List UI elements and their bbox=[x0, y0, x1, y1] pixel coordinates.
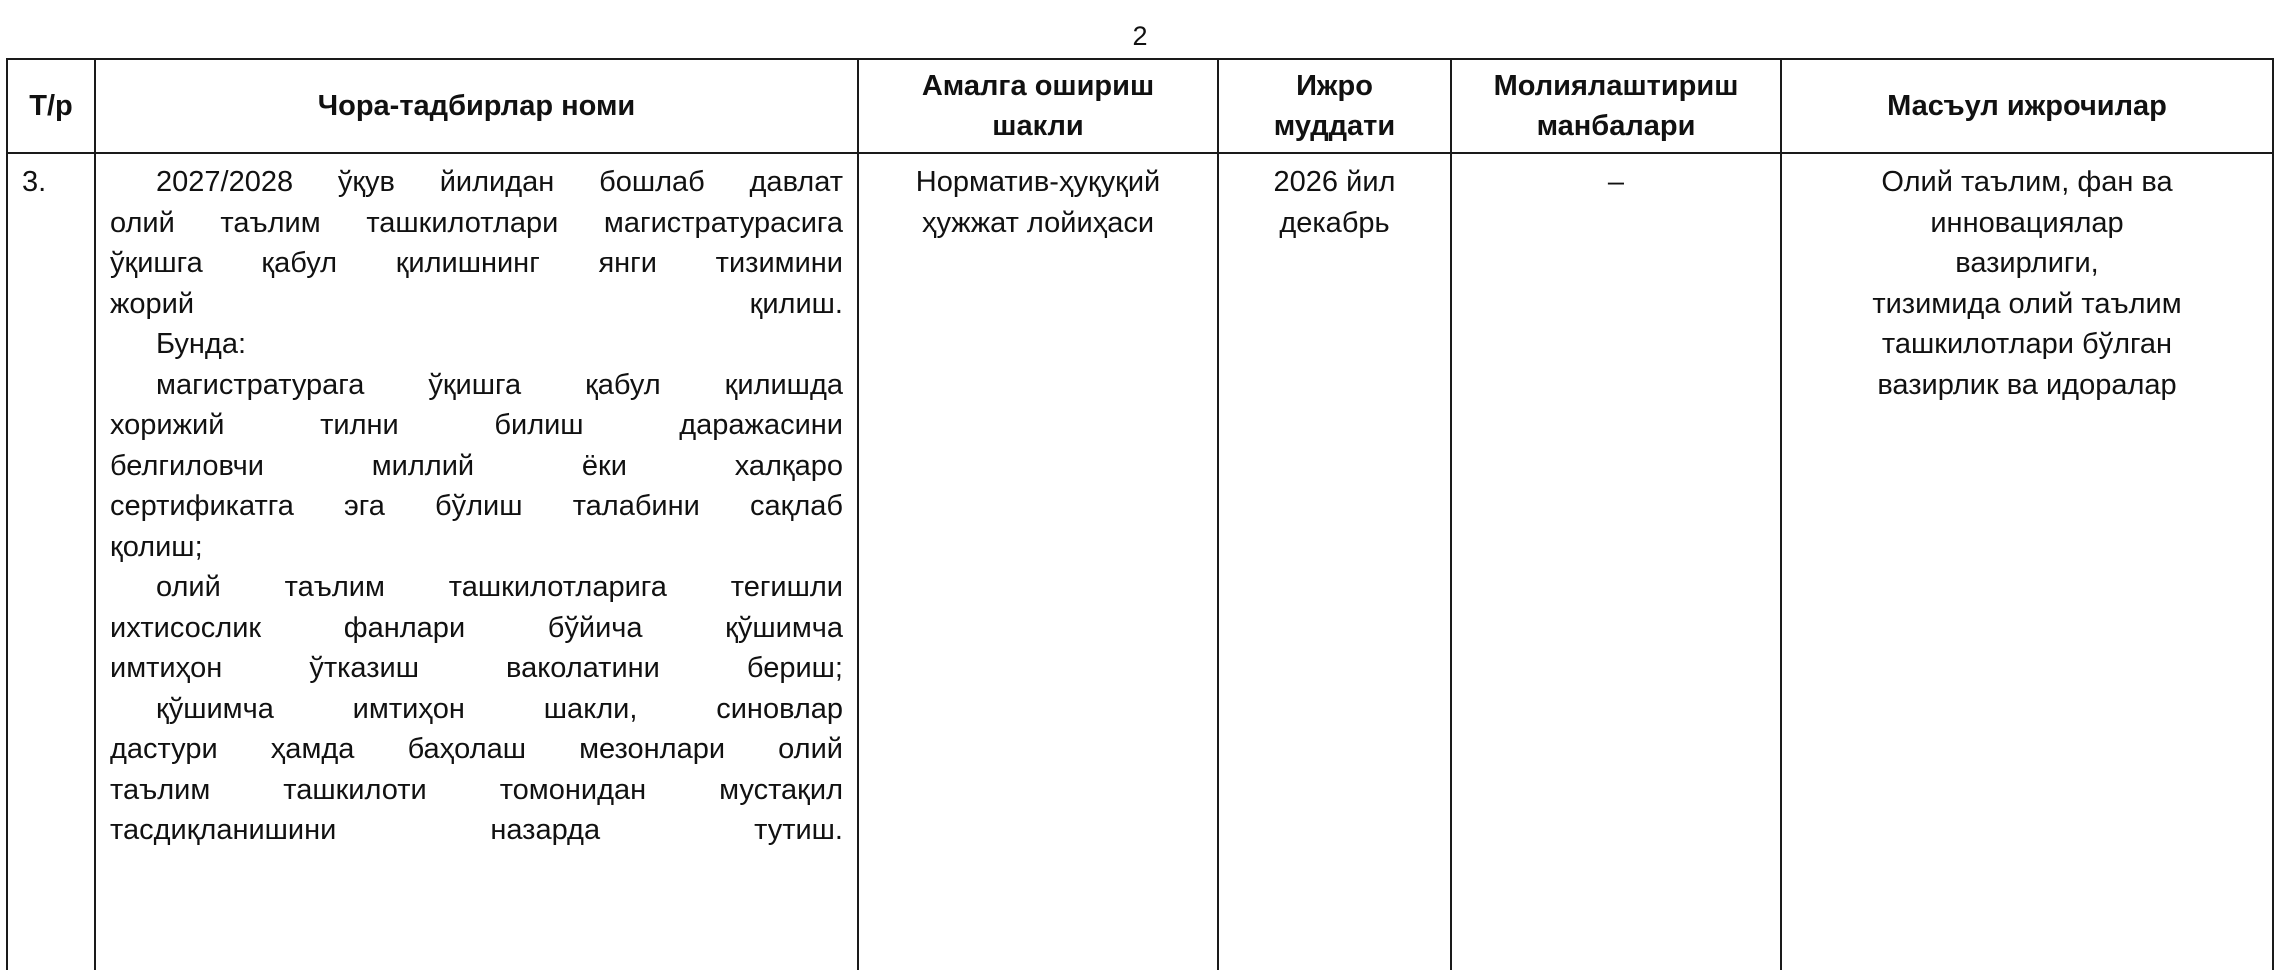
measure-line: жорий қилиш. bbox=[110, 287, 843, 320]
header-form bbox=[858, 59, 1218, 153]
measure-line: олий таълим ташкилотлари магистратурасига bbox=[110, 206, 843, 239]
measure-line: имтиҳон ўтказиш ваколатини бериш; bbox=[110, 652, 843, 684]
header-form-line: шакли bbox=[992, 110, 1084, 142]
responsible-line: Олий таълим, фан ва bbox=[1881, 166, 2173, 198]
measure-paragraph bbox=[110, 324, 843, 365]
row-number: 3. bbox=[7, 153, 95, 970]
header-deadline-line: муддати bbox=[1273, 110, 1396, 142]
header-responsible: Масъул ижрочилар bbox=[1781, 59, 2273, 153]
header-form-line: Амалга ошириш bbox=[921, 70, 1155, 102]
table-header-row bbox=[7, 59, 2273, 153]
page-number: 2 bbox=[1132, 21, 1148, 51]
measure-line: ўқишга қабул қилишнинг янги тизимини bbox=[110, 247, 843, 279]
measure-line: магистратурага ўқишга қабул қилишда bbox=[156, 368, 843, 401]
header-deadline-line: Ижро bbox=[1296, 70, 1373, 102]
responsible-line: вазирлик ва идоралар bbox=[1877, 368, 2177, 401]
measure-paragraph bbox=[110, 162, 843, 203]
form-cell bbox=[858, 153, 1218, 970]
form-line: ҳужжат лойиҳаси bbox=[921, 206, 1155, 239]
measure-paragraph bbox=[110, 203, 843, 325]
responsible-line: тизимида олий таълим bbox=[1872, 287, 2182, 320]
deadline-cell bbox=[1218, 153, 1451, 970]
responsible-line: ташкилотлари бўлган bbox=[1881, 328, 2173, 360]
responsible-line: вазирлиги, bbox=[1955, 247, 2099, 279]
measure-paragraph bbox=[110, 567, 843, 689]
measure-paragraph bbox=[110, 689, 843, 851]
header-measures: Чора-тадбирлар номи bbox=[95, 59, 858, 153]
header-num: Т/р bbox=[7, 59, 95, 153]
header-deadline bbox=[1218, 59, 1451, 153]
measure-line: таълим ташкилоти томонидан мустақил bbox=[110, 773, 843, 806]
measure-line: дастури ҳамда баҳолаш мезонлари олий bbox=[110, 733, 843, 765]
header-funding bbox=[1451, 59, 1781, 153]
measure-line: қўшимча имтиҳон шакли, синовлар bbox=[156, 692, 843, 725]
deadline-line: 2026 йил bbox=[1273, 166, 1396, 198]
measures-cell bbox=[95, 153, 858, 970]
funding-cell: – bbox=[1451, 153, 1781, 970]
measure-line: ихтисослик фанлари бўйича қўшимча bbox=[110, 611, 843, 644]
measure-line: олий таълим ташкилотларига тегишли bbox=[156, 571, 843, 603]
measures-table bbox=[6, 58, 2274, 970]
measure-paragraph bbox=[110, 365, 843, 568]
measure-line: қолиш; bbox=[110, 530, 203, 563]
form-line: Норматив-ҳуқуқий bbox=[915, 166, 1161, 198]
measure-line: белгиловчи миллий ёки халқаро bbox=[110, 449, 843, 482]
header-funding-line: Молиялаштириш bbox=[1493, 70, 1739, 102]
responsible-cell bbox=[1781, 153, 2273, 970]
measure-line: хорижий тилни билиш даражасини bbox=[110, 409, 843, 441]
measure-line: сертификатга эга бўлиш талабини сақлаб bbox=[110, 490, 843, 522]
responsible-line: инновациялар bbox=[1930, 206, 2124, 239]
header-funding-line: манбалари bbox=[1536, 110, 1696, 142]
measure-line: тасдиқланишини назарда тутиш. bbox=[110, 814, 843, 846]
table-row bbox=[7, 153, 2273, 970]
deadline-line: декабрь bbox=[1279, 206, 1390, 239]
measure-line: 2027/2028 ўқув йилидан бошлаб давлат bbox=[156, 166, 843, 198]
measure-line: Бунда: bbox=[156, 328, 247, 360]
